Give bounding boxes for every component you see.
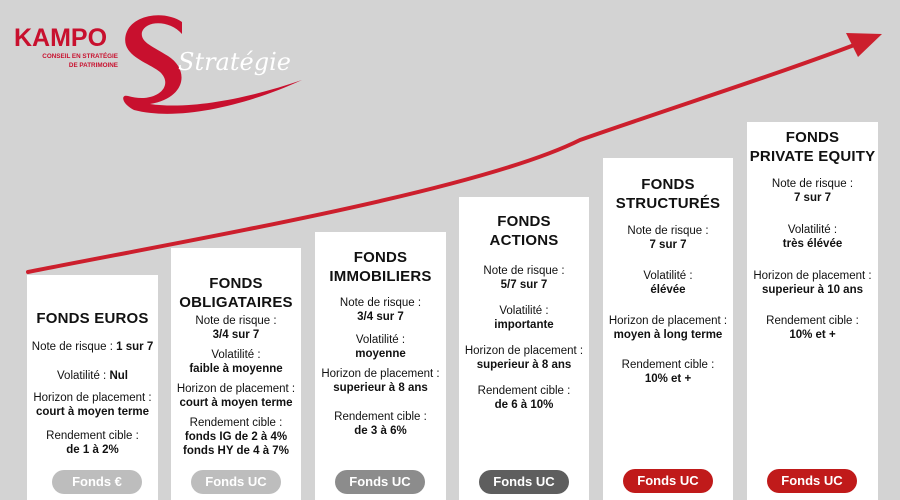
horizon-value: superieur à 8 ans: [476, 359, 572, 371]
volatility-label: Volatilité :: [643, 270, 693, 282]
volatility-label: Volatilité :: [499, 305, 549, 317]
risk-value: 3/4 sur 7: [357, 311, 404, 323]
yield-value-2: fonds HY de 4 à 7%: [183, 445, 289, 457]
badge-fonds-uc-obligataires: Fonds UC: [191, 470, 281, 494]
horizon-value: court à moyen terme: [179, 397, 293, 409]
card-fonds-obligataires: [171, 248, 301, 500]
card-title-line1: FONDS: [497, 213, 551, 230]
horizon-label: Horizon de placement :: [464, 345, 584, 357]
risk-row: [29, 340, 156, 354]
card-title-line2: OBLIGATAIRES: [179, 294, 293, 311]
card-fonds-immobiliers: [315, 232, 446, 500]
volatility-label: Volatilité :: [787, 224, 838, 236]
volatility-label: Volatilité :: [211, 349, 261, 361]
card-title-line2: ACTIONS: [489, 232, 559, 249]
yield-label: Rendement cible :: [189, 417, 283, 429]
yield-value: de 1 à 2%: [66, 444, 119, 456]
badge-fonds-uc-immobiliers: Fonds UC: [335, 470, 425, 494]
yield-value: 10% et +: [644, 373, 692, 385]
volatility-value: Nul: [109, 370, 128, 382]
yield-label: Rendement cible :: [46, 430, 139, 442]
card-title-line1: FONDS: [785, 129, 840, 146]
horizon-label: Horizon de placement :: [33, 392, 152, 404]
badge-fonds-euro: Fonds €: [52, 470, 142, 494]
card-title-line1: FONDS: [209, 275, 263, 292]
card-fonds-structures: [603, 158, 733, 500]
card-title-line2: IMMOBILIERS: [329, 268, 432, 285]
risk-label: Note de risque :: [483, 265, 565, 277]
volatility-row: [29, 369, 156, 383]
horizon-label: Horizon de placement :: [176, 383, 296, 395]
logo-brand: KAMPO: [14, 24, 108, 52]
logo-script: Stratégie: [178, 48, 291, 76]
horizon-value: moyen à long terme: [613, 329, 723, 341]
horizon-value: court à moyen terme: [35, 406, 150, 418]
horizon-value: superieur à 10 ans: [762, 284, 863, 296]
volatility-label: Volatilité :: [57, 370, 107, 382]
risk-label: Note de risque :: [627, 225, 709, 237]
volatility-value: moyenne: [355, 348, 406, 360]
risk-value: 7 sur 7: [649, 239, 687, 251]
badge-fonds-uc-private-equity: Fonds UC: [767, 469, 857, 493]
volatility-value: faible à moyenne: [189, 363, 283, 375]
risk-label: Note de risque :: [771, 178, 854, 190]
card-title-line1: FONDS: [353, 249, 408, 266]
yield-value: de 6 à 10%: [494, 399, 554, 411]
card-fonds-euros: [27, 275, 158, 500]
card-title: FONDS EUROS: [36, 310, 149, 327]
card-fonds-actions: [459, 197, 589, 500]
risk-value: 3/4 sur 7: [212, 329, 260, 341]
yield-label: Rendement cible :: [334, 411, 427, 423]
volatility-value: importante: [494, 319, 554, 331]
badge-fonds-uc-structures: Fonds UC: [623, 469, 713, 493]
horizon-label: Horizon de placement :: [608, 315, 728, 327]
card-title-line2: PRIVATE EQUITY: [749, 148, 876, 165]
yield-label: Rendement cible :: [766, 315, 859, 327]
card-title-line2: STRUCTURÉS: [615, 195, 721, 212]
horizon-value: superieur à 8 ans: [333, 382, 428, 394]
yield-value: fonds IG de 2 à 4%: [184, 431, 288, 443]
risk-label: Note de risque :: [195, 315, 277, 327]
yield-value: 10% et +: [789, 329, 836, 341]
card-fonds-private-equity: [747, 122, 878, 500]
yield-label: Rendement cible :: [477, 385, 571, 397]
horizon-label: Horizon de placement :: [753, 270, 872, 282]
risk-value: 7 sur 7: [793, 192, 832, 204]
volatility-label: Volatilité :: [355, 334, 406, 346]
risk-label: Note de risque :: [339, 297, 422, 309]
volatility-value: élévée: [650, 284, 686, 296]
yield-label: Rendement cible :: [621, 359, 715, 371]
card-title-line1: FONDS: [641, 176, 695, 193]
volatility-value: très élévée: [782, 238, 843, 250]
badge-fonds-uc-actions: Fonds UC: [479, 470, 569, 494]
risk-value: 5/7 sur 7: [500, 279, 548, 291]
risk-label: Note de risque :: [31, 341, 113, 353]
horizon-label: Horizon de placement :: [321, 368, 440, 380]
logo-tagline-line2: DE PATRIMOINE: [68, 62, 118, 69]
risk-value: 1 sur 7: [116, 341, 154, 353]
yield-value: de 3 à 6%: [354, 425, 407, 437]
logo-tagline-line1: CONSEIL EN STRATÉGIE: [42, 53, 118, 60]
